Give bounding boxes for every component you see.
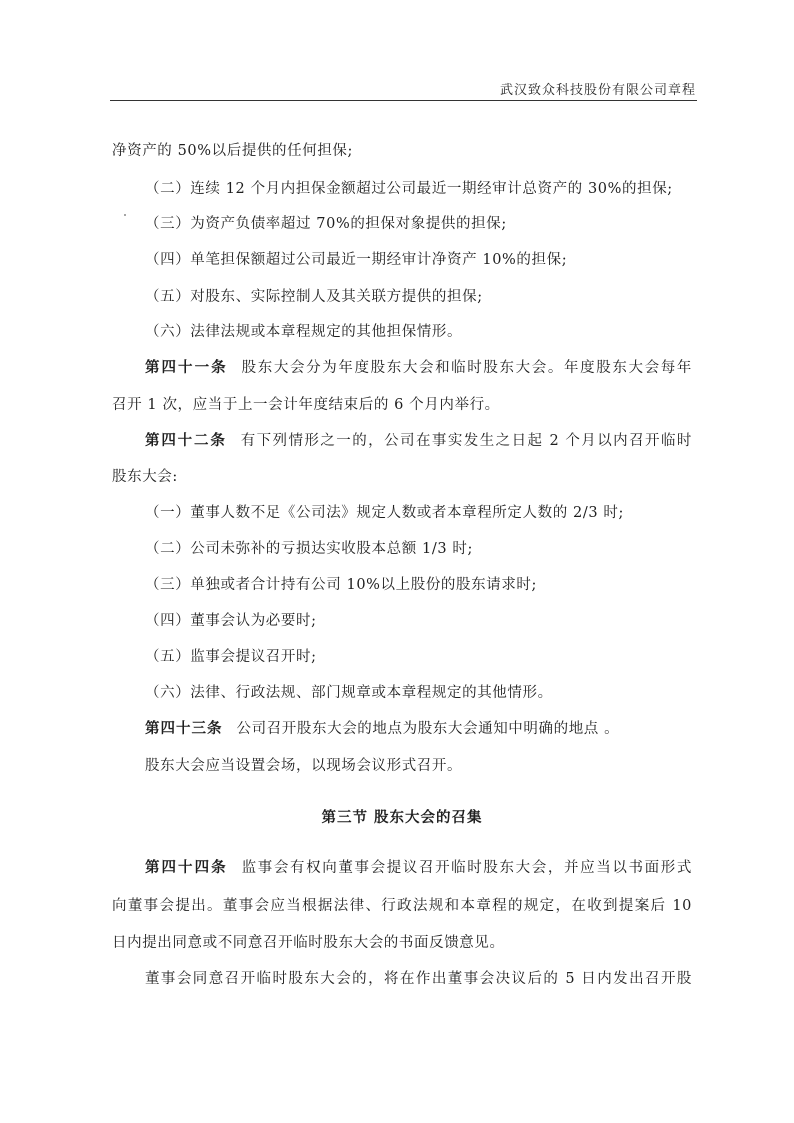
article-41: [145, 358, 692, 378]
article-44-label: 第四十四条: [145, 859, 228, 876]
scan-speck: [124, 214, 126, 216]
list-item: （三）为资产负债率超过 70%的担保对象提供的担保;: [145, 216, 507, 232]
body-line: 股东大会:: [112, 469, 178, 485]
document-header-title: 武汉致众科技股份有限公司章程: [499, 83, 696, 98]
article-44: [145, 858, 692, 878]
list-item: （三）单独或者合计持有公司 10%以上股份的股东请求时;: [145, 577, 538, 593]
header-divider: [110, 100, 697, 101]
list-item: （六）法律法规或本章程规定的其他担保情形。: [145, 324, 463, 340]
list-item: （五）对股东、实际控制人及其关联方提供的担保;: [145, 289, 483, 305]
article-41-text: 股东大会分为年度股东大会和临时股东大会。年度股东大会每年: [241, 360, 692, 376]
body-line: 向董事会提出。董事会应当根据法律、行政法规和本章程的规定，在收到提案后 10: [112, 898, 692, 914]
article-42-text: 有下列情形之一的，公司在事实发生之日起 2 个月以内召开临时: [240, 433, 693, 449]
body-line: 股东大会应当设置会场，以现场会议形式召开。: [145, 758, 463, 774]
body-line: 召开 1 次，应当于上一会计年度结束后的 6 个月内举行。: [112, 397, 500, 413]
list-item: （四）董事会认为必要时;: [145, 613, 317, 629]
body-line: 日内提出同意或不同意召开临时股东大会的书面反馈意见。: [112, 935, 505, 951]
article-42-label: 第四十二条: [145, 432, 227, 449]
list-item: （五）监事会提议召开时;: [145, 649, 317, 665]
list-item: （六）法律、行政法规、部门规章或本章程规定的其他情形。: [145, 685, 553, 701]
list-item: （四）单笔担保额超过公司最近一期经审计净资产 10%的担保;: [145, 252, 568, 268]
article-43-label: 第四十三条: [145, 720, 223, 737]
article-44-text: 监事会有权向董事会提议召开临时股东大会，并应当以书面形式: [241, 860, 692, 876]
list-item: （二）公司未弥补的亏损达实收股本总额 1/3 时;: [145, 541, 473, 557]
body-line: 董事会同意召开临时股东大会的，将在作出董事会决议后的 5 日内发出召开股: [145, 971, 692, 987]
article-41-label: 第四十一条: [145, 359, 228, 376]
body-line: 净资产的 50%以后提供的任何担保;: [112, 143, 354, 159]
section-heading: 第三节 股东大会的召集: [321, 809, 483, 826]
article-42: [145, 431, 692, 451]
article-43: [145, 719, 692, 739]
article-43-text: 公司召开股东大会的地点为股东大会通知中明确的地点 。: [236, 721, 620, 737]
list-item: （二）连续 12 个月内担保金额超过公司最近一期经审计总资产的 30%的担保;: [145, 181, 673, 197]
list-item: （一）董事人数不足《公司法》规定人数或者本章程所定人数的 2/3 时;: [145, 505, 624, 521]
